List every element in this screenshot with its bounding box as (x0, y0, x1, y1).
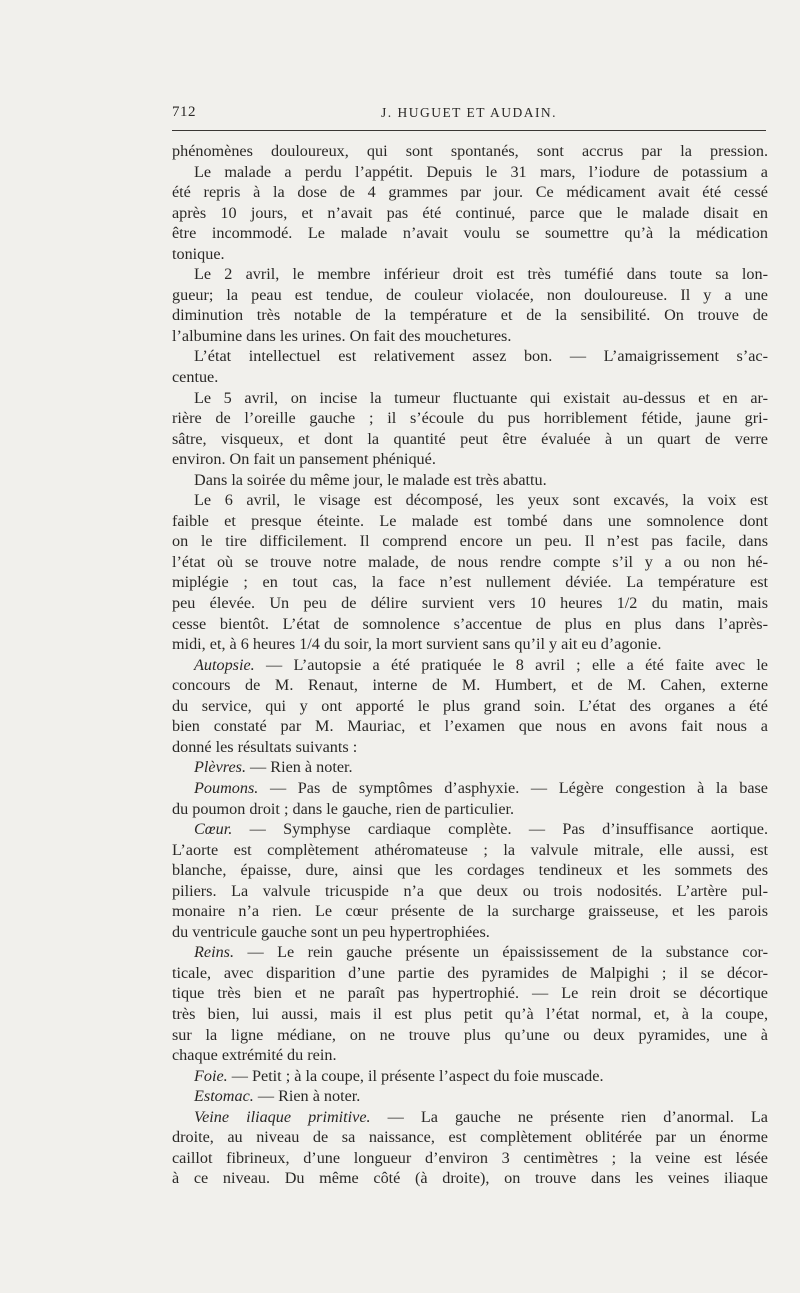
text-line (172, 552, 768, 573)
text-line (172, 757, 768, 778)
line-text: — Symphyse cardiaque complète. — Pas d’insuffisance aortique. (232, 820, 768, 839)
line-text: environ. On fait un pansement phéniqué. (172, 450, 436, 469)
line-text: rière de l’oreille gauche ; il s’écoule du pus horriblement fétide, jaune gri- (172, 409, 768, 428)
section-heading: Poumons. (194, 778, 259, 797)
text-line (172, 860, 768, 881)
line-text: très bien, lui aussi, mais il est plus petit qu’à l’état normal, et, à la coupe, (172, 1004, 768, 1023)
text-line (172, 634, 768, 655)
section-heading: Reins. (194, 943, 235, 962)
text-line (172, 182, 768, 203)
text-line (172, 346, 768, 367)
line-text: bien constaté par M. Mauriac, et l’examen que nous en avons fait nous a (172, 717, 768, 736)
running-title: J. HUGUET ET AUDAIN. (380, 105, 558, 120)
line-text: l’albumine dans les urines. On fait des mouchetures. (172, 326, 512, 345)
line-text: après 10 jours, et n’avait pas été continué, parce que le malade disait en (172, 203, 768, 222)
text-line (172, 1045, 768, 1066)
body-text (172, 141, 768, 1189)
text-line (172, 963, 768, 984)
line-text: — L’autopsie a été pratiquée le 8 avril ; elle a été faite avec le (254, 655, 768, 674)
line-text: midi, et, à 6 heures 1/4 du soir, la mort survient sans qu’il y ait eu d’agonie. (172, 635, 662, 654)
text-line (172, 470, 768, 491)
line-text: gueur; la peau est tendue, de couleur violacée, non douloureuse. Il y a une (172, 285, 768, 304)
text-line (172, 737, 768, 758)
section-heading: Autopsie. (194, 655, 255, 674)
text-line (172, 1086, 768, 1107)
line-text: blanche, épaisse, dure, ainsi que les cordages tendineux et les sommets des (172, 861, 768, 880)
line-text: Dans la soirée du même jour, le malade est très abattu. (194, 470, 547, 489)
line-text: piliers. La valvule tricuspide n’a que deux ou trois nodosités. L’artère pul- (172, 881, 768, 900)
line-text: tonique. (172, 244, 225, 263)
line-text: phénomènes douloureux, qui sont spontanés, sont accrus par la pression. (172, 142, 768, 160)
text-line (172, 203, 768, 224)
text-line (172, 449, 768, 470)
text-line (172, 388, 768, 409)
line-text: — Pas de symptômes d’asphyxie. — Légère congestion à la base (258, 778, 768, 797)
page-header (172, 104, 766, 126)
line-text: Le malade a perdu l’appétit. Depuis le 31 mars, l’iodure de potassium a (194, 162, 768, 181)
text-line (172, 675, 768, 696)
header-rule (172, 130, 766, 131)
line-text: — La gauche ne présente rien d’anormal. La (370, 1107, 768, 1126)
text-line (172, 408, 768, 429)
line-text: du ventricule gauche sont un peu hypertrophiées. (172, 922, 490, 941)
line-text: à ce niveau. Du même côté (à droite), on trouve dans les veines iliaque (172, 1169, 768, 1188)
line-text: été repris à la dose de 4 grammes par jour. Ce médicament avait été cessé (172, 183, 768, 202)
text-line (172, 429, 768, 450)
text-line (172, 799, 768, 820)
text-line (172, 655, 768, 676)
line-text: L’état intellectuel est relativement assez bon. — L’amaigrissement s’ac- (194, 347, 768, 366)
line-text: l’état où se trouve notre malade, de nous rendre compte s’il y a ou non hé- (172, 552, 768, 571)
text-line (172, 141, 768, 162)
text-line (172, 1148, 768, 1169)
text-line (172, 1066, 768, 1087)
line-text: Le 2 avril, le membre inférieur droit est très tuméfié dans toute sa lon- (194, 265, 768, 284)
text-line (172, 716, 768, 737)
text-line (172, 881, 768, 902)
text-line (172, 614, 768, 635)
line-text: du service, qui y ont apporté le plus grand soin. L’état des organes a été (172, 696, 768, 715)
text-line (172, 305, 768, 326)
text-line (172, 840, 768, 861)
line-text: — Petit ; à la coupe, il présente l’aspect du foie muscade. (227, 1066, 604, 1085)
text-line (172, 264, 768, 285)
text-line (172, 531, 768, 552)
text-line (172, 1025, 768, 1046)
line-text: tique très bien et ne paraît pas hypertrophié. — Le rein droit se décortique (172, 984, 768, 1003)
text-line (172, 285, 768, 306)
line-text: — Le rein gauche présente un épaississement de la substance cor- (234, 943, 768, 962)
line-text: — Rien à noter. (253, 1087, 361, 1106)
text-line (172, 162, 768, 183)
line-text: sur la ligne médiane, on ne trouve plus qu’une ou deux pyramides, une à (172, 1025, 768, 1044)
text-line (172, 367, 768, 388)
line-text: monaire n’a rien. Le cœur présente de la surcharge graisseuse, et les parois (172, 902, 768, 921)
text-line (172, 326, 768, 347)
text-line (172, 244, 768, 265)
line-text: centue. (172, 368, 219, 387)
line-text: Le 6 avril, le visage est décomposé, les yeux sont excavés, la voix est (194, 491, 768, 510)
line-text: donné les résultats suivants : (172, 737, 358, 756)
section-heading: Plèvres. (194, 758, 246, 777)
text-line (172, 1107, 768, 1128)
text-line (172, 983, 768, 1004)
line-text: chaque extrémité du rein. (172, 1046, 337, 1065)
text-line (172, 593, 768, 614)
line-text: miplégie ; en tout cas, la face n’est nullement déviée. La température est (172, 573, 768, 592)
line-text: droite, au niveau de sa naissance, est complètement oblitérée par un énorme (172, 1128, 768, 1147)
line-text: on le tire difficilement. Il comprend encore un peu. Il n’est pas facile, dans (172, 532, 768, 551)
line-text: L’aorte est complètement athéromateuse ; la valvule mitrale, elle aussi, est (172, 840, 768, 859)
line-text: — Rien à noter. (246, 758, 353, 777)
line-text: cesse bientôt. L’état de somnolence s’accentue de plus en plus dans l’après- (172, 614, 768, 633)
text-line (172, 696, 768, 717)
text-line (172, 511, 768, 532)
line-text: caillot fibrineux, d’une longueur d’environ 3 centimètres ; la veine est lésée (172, 1148, 768, 1167)
section-heading: Cœur. (194, 820, 233, 839)
line-text: être incommodé. Le malade n’avait voulu se soumettre qu’à la médication (172, 224, 768, 243)
section-heading: Estomac. (194, 1087, 254, 1106)
text-line (172, 1127, 768, 1148)
text-line (172, 778, 768, 799)
line-text: diminution très notable de la température et de la sensibilité. On trouve de (172, 306, 768, 325)
text-line (172, 490, 768, 511)
line-text: sâtre, visqueux, et dont la quantité peut être évaluée à un quart de verre (172, 429, 768, 448)
section-heading: Veine iliaque primitive. (194, 1107, 371, 1126)
text-line (172, 942, 768, 963)
section-heading: Foie. (194, 1066, 228, 1085)
line-text: peu élevée. Un peu de délire survient vers 10 heures 1/2 du matin, mais (172, 594, 768, 613)
text-line (172, 1004, 768, 1025)
text-line (172, 922, 768, 943)
text-line (172, 901, 768, 922)
text-line (172, 819, 768, 840)
line-text: faible et presque éteinte. Le malade est tombé dans une somnolence dont (172, 511, 768, 530)
page-number: 712 (172, 104, 196, 120)
line-text: Le 5 avril, on incise la tumeur fluctuante qui existait au-dessus et en ar- (194, 388, 768, 407)
text-line (172, 1168, 768, 1189)
text-line (172, 223, 768, 244)
line-text: du poumon droit ; dans le gauche, rien de particulier. (172, 799, 515, 818)
line-text: concours de M. Renaut, interne de M. Humbert, et de M. Cahen, externe (172, 676, 768, 695)
text-line (172, 572, 768, 593)
line-text: ticale, avec disparition d’une partie des pyramides de Malpighi ; il se décor- (172, 963, 768, 982)
